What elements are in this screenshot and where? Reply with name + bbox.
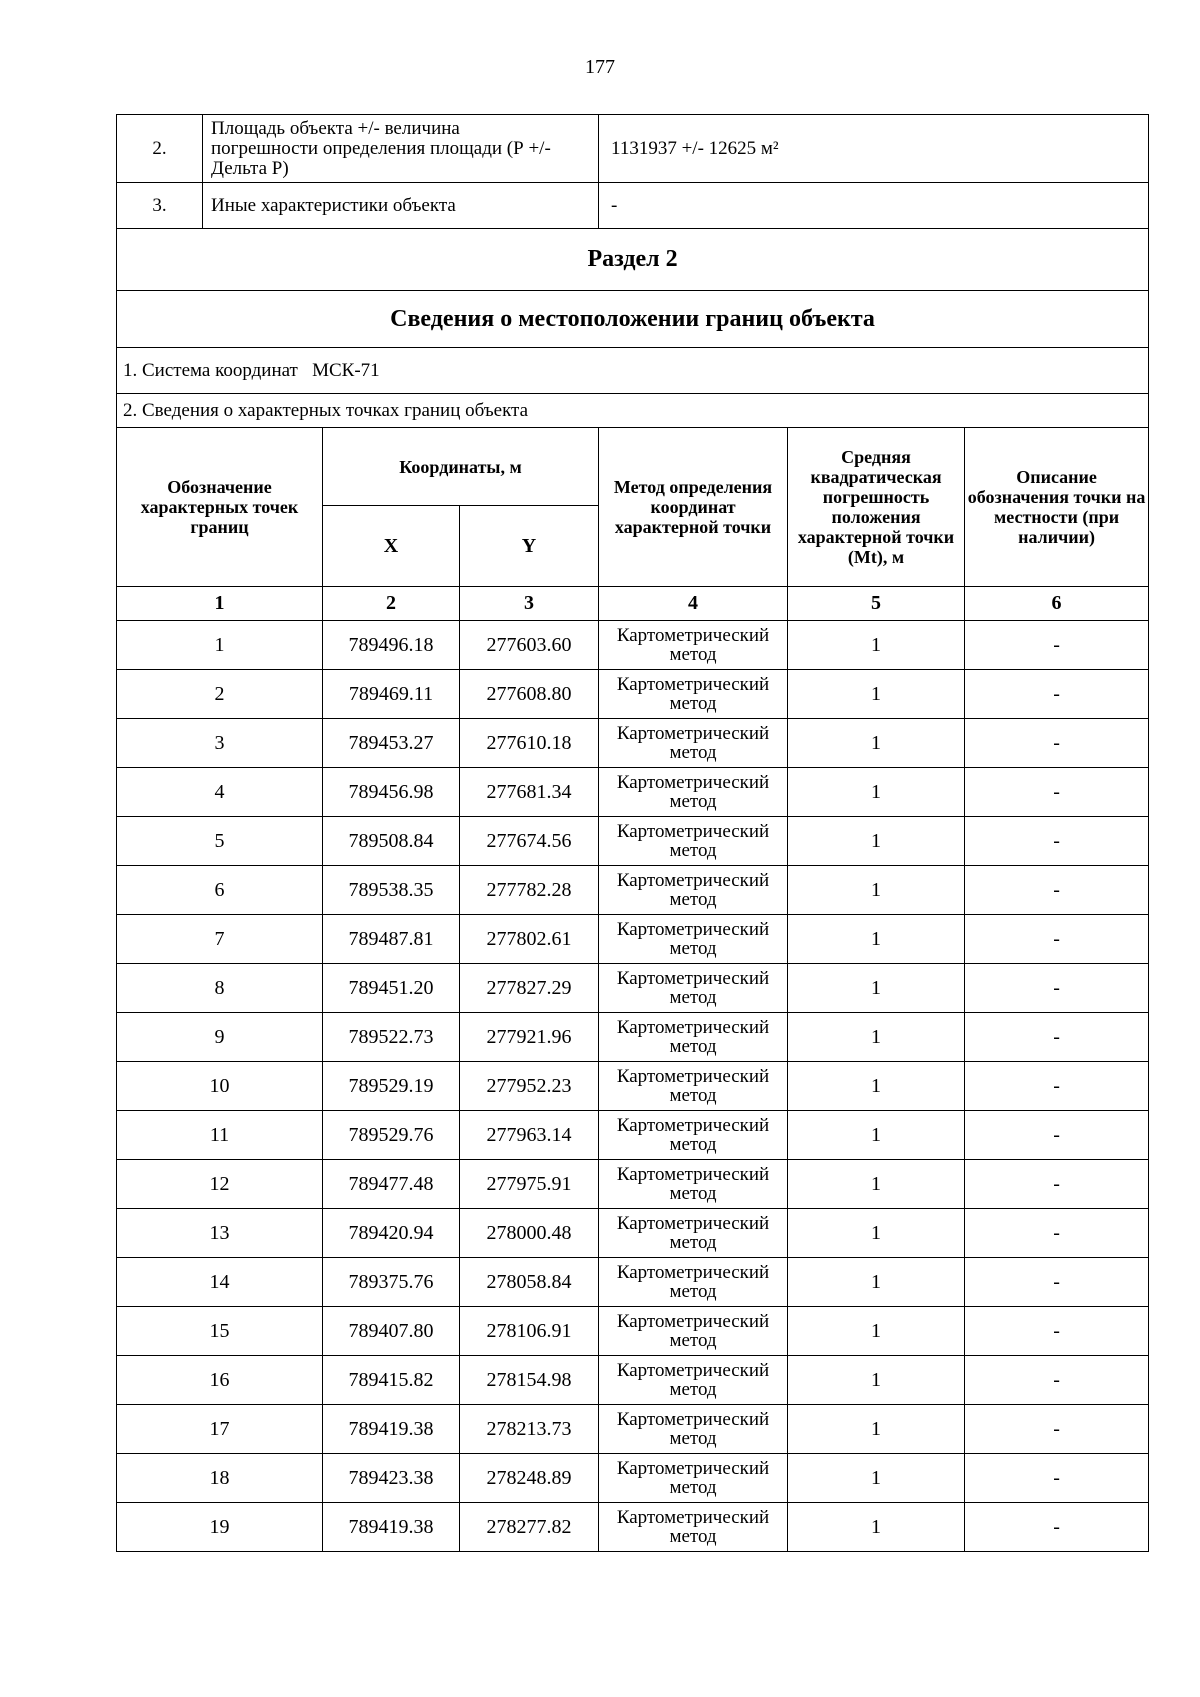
table-row — [117, 1503, 1149, 1552]
table-row — [117, 621, 1149, 670]
method-line1: Картометрический — [616, 1409, 770, 1430]
method — [599, 866, 788, 915]
method-line2: метод — [669, 1085, 717, 1106]
method — [599, 1111, 788, 1160]
area-label — [203, 115, 599, 183]
point-number: 18 — [117, 1454, 323, 1503]
coord-y: 277921.96 — [460, 1013, 599, 1062]
method — [599, 1209, 788, 1258]
point-description: - — [965, 915, 1149, 964]
method — [599, 1160, 788, 1209]
mean-square-error: 1 — [788, 621, 965, 670]
mean-square-error: 1 — [788, 1209, 965, 1258]
point-number: 7 — [117, 915, 323, 964]
table-row — [117, 1454, 1149, 1503]
method-line1: Картометрический — [616, 1066, 770, 1087]
coord-y: 277975.91 — [460, 1160, 599, 1209]
area-row — [117, 115, 1149, 183]
table-row — [117, 1209, 1149, 1258]
point-number: 16 — [117, 1356, 323, 1405]
method-line2: метод — [669, 1477, 717, 1498]
table-row — [117, 817, 1149, 866]
mean-square-error: 1 — [788, 915, 965, 964]
coord-y: 277681.34 — [460, 768, 599, 817]
method-line2: метод — [669, 1183, 717, 1204]
coord-x: 789419.38 — [323, 1405, 460, 1454]
row-number: 3. — [117, 183, 203, 229]
point-number: 19 — [117, 1503, 323, 1552]
coord-y: 278000.48 — [460, 1209, 599, 1258]
table-row — [117, 1111, 1149, 1160]
method — [599, 1307, 788, 1356]
mean-square-error: 1 — [788, 964, 965, 1013]
other-characteristics-value: - — [599, 183, 1149, 229]
method-line1: Картометрический — [616, 625, 770, 646]
point-description: - — [965, 1356, 1149, 1405]
method-line2: метод — [669, 1428, 717, 1449]
table-row — [117, 964, 1149, 1013]
table-row — [117, 1307, 1149, 1356]
coord-x: 789407.80 — [323, 1307, 460, 1356]
mean-square-error: 1 — [788, 1111, 965, 1160]
area-label-line1: Площадь объекта +/- величина — [211, 117, 460, 139]
table-row — [117, 1405, 1149, 1454]
coord-y: 278058.84 — [460, 1258, 599, 1307]
method — [599, 1454, 788, 1503]
method-line2: метод — [669, 1330, 717, 1351]
method-line1: Картометрический — [616, 1164, 770, 1185]
method-line2: метод — [669, 889, 717, 910]
boundary-table — [116, 114, 1149, 1552]
method — [599, 1356, 788, 1405]
method-line2: метод — [669, 693, 717, 714]
method — [599, 964, 788, 1013]
coord-x: 789456.98 — [323, 768, 460, 817]
method-line1: Картометрический — [616, 821, 770, 842]
method-line1: Картометрический — [616, 1213, 770, 1234]
section-subtitle-row — [117, 291, 1149, 348]
method — [599, 670, 788, 719]
boundary-points — [117, 621, 1149, 1552]
coord-x: 789529.76 — [323, 1111, 460, 1160]
table-row — [117, 719, 1149, 768]
coord-system-row — [117, 348, 1149, 394]
method-line1: Картометрический — [616, 723, 770, 744]
coord-y: 278106.91 — [460, 1307, 599, 1356]
method — [599, 1258, 788, 1307]
point-number: 4 — [117, 768, 323, 817]
point-number: 13 — [117, 1209, 323, 1258]
method-line2: метод — [669, 1232, 717, 1253]
point-description: - — [965, 719, 1149, 768]
coord-y: 277674.56 — [460, 817, 599, 866]
header-error: Средняя квадратическая погрешность положения характерной точки (Mt), м — [788, 428, 965, 587]
coord-x: 789419.38 — [323, 1503, 460, 1552]
mean-square-error: 1 — [788, 866, 965, 915]
method-line1: Картометрический — [616, 1262, 770, 1283]
coord-x: 789522.73 — [323, 1013, 460, 1062]
point-description: - — [965, 1307, 1149, 1356]
method-line2: метод — [669, 742, 717, 763]
mean-square-error: 1 — [788, 1454, 965, 1503]
coord-x: 789423.38 — [323, 1454, 460, 1503]
coord-x: 789375.76 — [323, 1258, 460, 1307]
method — [599, 1062, 788, 1111]
coord-y: 278213.73 — [460, 1405, 599, 1454]
column-number: 1 — [117, 587, 323, 621]
page-number: 177 — [585, 56, 615, 78]
points-caption: 2. Сведения о характерных точках границ объекта — [117, 394, 1149, 428]
table-row — [117, 1062, 1149, 1111]
mean-square-error: 1 — [788, 1258, 965, 1307]
header-description: Описание обозначения точки на местности (при наличии) — [965, 428, 1149, 587]
point-description: - — [965, 866, 1149, 915]
method-line2: метод — [669, 1379, 717, 1400]
mean-square-error: 1 — [788, 1356, 965, 1405]
point-description: - — [965, 817, 1149, 866]
point-description: - — [965, 1405, 1149, 1454]
method-line2: метод — [669, 1134, 717, 1155]
point-number: 14 — [117, 1258, 323, 1307]
other-characteristics-label: Иные характеристики объекта — [203, 183, 599, 229]
coord-y: 278248.89 — [460, 1454, 599, 1503]
point-description: - — [965, 670, 1149, 719]
table-row — [117, 1356, 1149, 1405]
coord-x: 789420.94 — [323, 1209, 460, 1258]
method-line2: метод — [669, 987, 717, 1008]
method — [599, 621, 788, 670]
method-line2: метод — [669, 644, 717, 665]
method-line1: Картометрический — [616, 1017, 770, 1038]
point-number: 6 — [117, 866, 323, 915]
mean-square-error: 1 — [788, 817, 965, 866]
coord-y: 277603.60 — [460, 621, 599, 670]
point-description: - — [965, 1062, 1149, 1111]
method-line1: Картометрический — [616, 674, 770, 695]
method-line2: метод — [669, 791, 717, 812]
point-description: - — [965, 1013, 1149, 1062]
column-number: 3 — [460, 587, 599, 621]
mean-square-error: 1 — [788, 1160, 965, 1209]
method-line2: метод — [669, 938, 717, 959]
mean-square-error: 1 — [788, 1307, 965, 1356]
column-number: 6 — [965, 587, 1149, 621]
point-number: 11 — [117, 1111, 323, 1160]
coord-x: 789496.18 — [323, 621, 460, 670]
coord-x: 789469.11 — [323, 670, 460, 719]
method-line2: метод — [669, 1526, 717, 1547]
point-number: 5 — [117, 817, 323, 866]
method-line1: Картометрический — [616, 1311, 770, 1332]
coord-y: 277608.80 — [460, 670, 599, 719]
section-title-row — [117, 229, 1149, 291]
table-row — [117, 1258, 1149, 1307]
method-line1: Картометрический — [616, 968, 770, 989]
point-number: 8 — [117, 964, 323, 1013]
area-label-line2: погрешности определения площади (Р +/- Дельта Р) — [211, 137, 551, 179]
point-description: - — [965, 1258, 1149, 1307]
point-description: - — [965, 1160, 1149, 1209]
mean-square-error: 1 — [788, 1013, 965, 1062]
coord-y: 278154.98 — [460, 1356, 599, 1405]
point-number: 9 — [117, 1013, 323, 1062]
point-description: - — [965, 621, 1149, 670]
section-subtitle: Сведения о местоположении границ объекта — [117, 291, 1149, 348]
coord-y: 278277.82 — [460, 1503, 599, 1552]
method-line2: метод — [669, 840, 717, 861]
table-row — [117, 768, 1149, 817]
header-designation: Обозначение характерных точек границ — [117, 428, 323, 587]
header-row-1 — [117, 428, 1149, 506]
coord-x: 789508.84 — [323, 817, 460, 866]
method-line1: Картометрический — [616, 772, 770, 793]
point-number: 12 — [117, 1160, 323, 1209]
section-title: Раздел 2 — [117, 229, 1149, 291]
header-coordinates: Координаты, м — [323, 428, 599, 506]
area-value: 1131937 +/- 12625 м² — [599, 115, 1149, 183]
method — [599, 915, 788, 964]
method — [599, 768, 788, 817]
method-line1: Картометрический — [616, 1507, 770, 1528]
header-method: Метод определения координат характерной точки — [599, 428, 788, 587]
point-description: - — [965, 768, 1149, 817]
method-line1: Картометрический — [616, 1458, 770, 1479]
point-description: - — [965, 1503, 1149, 1552]
coord-x: 789538.35 — [323, 866, 460, 915]
point-number: 2 — [117, 670, 323, 719]
coord-y: 277952.23 — [460, 1062, 599, 1111]
points-caption-row — [117, 394, 1149, 428]
other-characteristics-row — [117, 183, 1149, 229]
point-number: 1 — [117, 621, 323, 670]
table-row — [117, 866, 1149, 915]
point-number: 15 — [117, 1307, 323, 1356]
method-line1: Картометрический — [616, 1360, 770, 1381]
mean-square-error: 1 — [788, 1405, 965, 1454]
coord-x: 789451.20 — [323, 964, 460, 1013]
column-number: 2 — [323, 587, 460, 621]
coord-x: 789487.81 — [323, 915, 460, 964]
table-row — [117, 1160, 1149, 1209]
column-number: 5 — [788, 587, 965, 621]
method — [599, 1405, 788, 1454]
point-description: - — [965, 1209, 1149, 1258]
mean-square-error: 1 — [788, 719, 965, 768]
method-line1: Картометрический — [616, 870, 770, 891]
point-number: 17 — [117, 1405, 323, 1454]
row-number: 2. — [117, 115, 203, 183]
coord-y: 277802.61 — [460, 915, 599, 964]
table-row — [117, 915, 1149, 964]
table-row — [117, 670, 1149, 719]
table-row — [117, 1013, 1149, 1062]
method-line2: метод — [669, 1036, 717, 1057]
mean-square-error: 1 — [788, 768, 965, 817]
coord-x: 789453.27 — [323, 719, 460, 768]
point-description: - — [965, 1454, 1149, 1503]
method — [599, 719, 788, 768]
header-x: X — [323, 506, 460, 587]
point-description: - — [965, 1111, 1149, 1160]
method-line2: метод — [669, 1281, 717, 1302]
method — [599, 1503, 788, 1552]
point-number: 10 — [117, 1062, 323, 1111]
point-description: - — [965, 964, 1149, 1013]
coord-y: 277963.14 — [460, 1111, 599, 1160]
mean-square-error: 1 — [788, 670, 965, 719]
coord-system: 1. Система координат МСК-71 — [117, 348, 1149, 394]
point-number: 3 — [117, 719, 323, 768]
coord-x: 789477.48 — [323, 1160, 460, 1209]
coord-y: 277827.29 — [460, 964, 599, 1013]
header-y: Y — [460, 506, 599, 587]
method-line1: Картометрический — [616, 919, 770, 940]
method-line1: Картометрический — [616, 1115, 770, 1136]
column-numbers-row — [117, 587, 1149, 621]
method — [599, 817, 788, 866]
coord-y: 277782.28 — [460, 866, 599, 915]
mean-square-error: 1 — [788, 1062, 965, 1111]
mean-square-error: 1 — [788, 1503, 965, 1552]
method — [599, 1013, 788, 1062]
coord-x: 789415.82 — [323, 1356, 460, 1405]
coord-y: 277610.18 — [460, 719, 599, 768]
column-number: 4 — [599, 587, 788, 621]
coord-x: 789529.19 — [323, 1062, 460, 1111]
